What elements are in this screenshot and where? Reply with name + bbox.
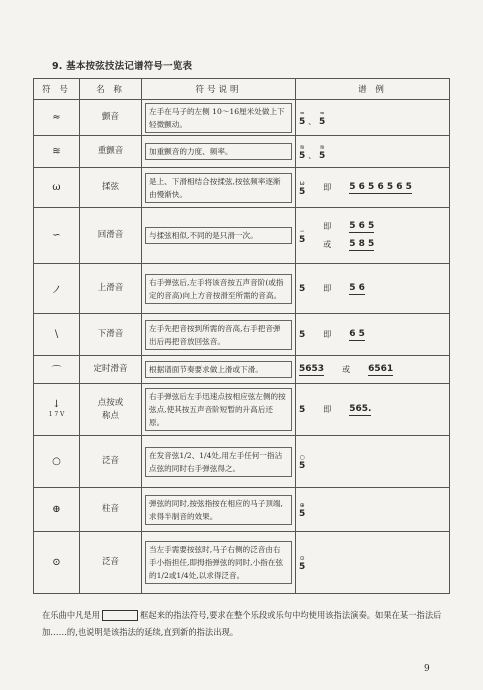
header-desc: 符号说明	[142, 79, 296, 100]
frame-box-symbol	[102, 610, 138, 621]
row-name: 揉弦	[80, 168, 142, 208]
row-symbol: ⌒	[34, 356, 80, 384]
row-example: ⊕ 5	[296, 488, 450, 532]
header-example: 谱 例	[296, 79, 450, 100]
row-name: 点按或 称点	[80, 384, 142, 436]
row-desc: 当左手需要按弦时,马子右侧的泛音由右手小指担任,即拇指弹弦的同时,小指在弦的1/2或1/4处,以求得泛音。	[142, 532, 296, 594]
row-example: 5653 或 6561	[296, 356, 450, 384]
row-desc: 右手弹弦后左手迅速点按相应弦左侧的按弦点,使其按五声音阶短暂的升高后还原。	[142, 384, 296, 436]
table-header-row	[34, 79, 450, 100]
row-example: ⊙ 5	[296, 532, 450, 594]
row-name: 定时滑音	[80, 356, 142, 384]
table-row	[34, 168, 450, 208]
row-symbol: \	[34, 314, 80, 356]
row-name: 颤音	[80, 100, 142, 136]
notation-table	[33, 78, 450, 594]
row-desc: 加重颤音的力度、频率。	[142, 136, 296, 168]
row-example: 5 即 6 5	[296, 314, 450, 356]
row-desc: 与揉弦相似,不同的是只滑一次。	[142, 208, 296, 264]
row-name: 泛音	[80, 532, 142, 594]
row-desc: 右手弹弦后,左手将该音按五声音阶(或指定的音高)向上方音按滑至所需的音高。	[142, 264, 296, 314]
row-example: 5 即 565.	[296, 384, 450, 436]
row-desc: 是上、下滑相结合按揉弦,按弦频率逐渐由慢渐快。	[142, 168, 296, 208]
row-symbol: ∽	[34, 208, 80, 264]
row-name: 柱音	[80, 488, 142, 532]
row-name: 下滑音	[80, 314, 142, 356]
row-example: ≋ 5 、 ≋ 5	[296, 136, 450, 168]
row-example: 5 即 5 6	[296, 264, 450, 314]
row-desc: 在发音弦1/2、1/4处,用左手任何一指沾点弦的同时右手弹弦得之。	[142, 436, 296, 488]
row-symbol: ⊕	[34, 488, 80, 532]
row-desc: 根据谱面节奏要求做上滑或下滑。	[142, 356, 296, 384]
table-row	[34, 384, 450, 436]
row-name: 回滑音	[80, 208, 142, 264]
row-symbol: ○	[34, 436, 80, 488]
table-row	[34, 136, 450, 168]
table-row	[34, 100, 450, 136]
row-example: ≈ 5 、 ≈ 5	[296, 100, 450, 136]
header-name: 名 称	[80, 79, 142, 100]
row-example: ○ 5	[296, 436, 450, 488]
row-desc: 弹弦的同时,按弦指按在相应的马子顶端,求得半制音的效果。	[142, 488, 296, 532]
table-row	[34, 488, 450, 532]
table-row	[34, 532, 450, 594]
section-title: 9. 基本按弦技法记谱符号一览表	[52, 61, 193, 72]
row-symbol: ↓ 1 7 V	[34, 384, 80, 436]
page-number: 9	[424, 664, 430, 674]
table-row	[34, 314, 450, 356]
row-symbol: ≈	[34, 100, 80, 136]
row-example: ω 5 即 5 6 5 6 5 6 5	[296, 168, 450, 208]
row-symbol: ⊙	[34, 532, 80, 594]
row-desc: 左手在马子的左侧 10～16厘米处做上下轻微颤动。	[142, 100, 296, 136]
header-symbol: 符 号	[34, 79, 80, 100]
row-symbol: ω	[34, 168, 80, 208]
footer-paragraph: 在乐曲中凡是用 框起来的指法符号,要求在整个乐段或乐句中均使用该指法演奏。如果在某一指法后加……的,也说明是该指法的延续,直到新的指法出现。	[42, 610, 442, 637]
table-row	[34, 208, 450, 264]
row-symbol: ≋	[34, 136, 80, 168]
row-example: ∽ 5 即 或 5 6 5 5 8 5	[296, 208, 450, 264]
row-name: 泛音	[80, 436, 142, 488]
row-symbol: ノ	[34, 264, 80, 314]
table-row	[34, 436, 450, 488]
row-name: 重颤音	[80, 136, 142, 168]
row-desc: 左手先把音按到所需的音高,右手把音弹出后再把音放回弦音。	[142, 314, 296, 356]
row-name: 上滑音	[80, 264, 142, 314]
table-row	[34, 264, 450, 314]
table-row	[34, 356, 450, 384]
